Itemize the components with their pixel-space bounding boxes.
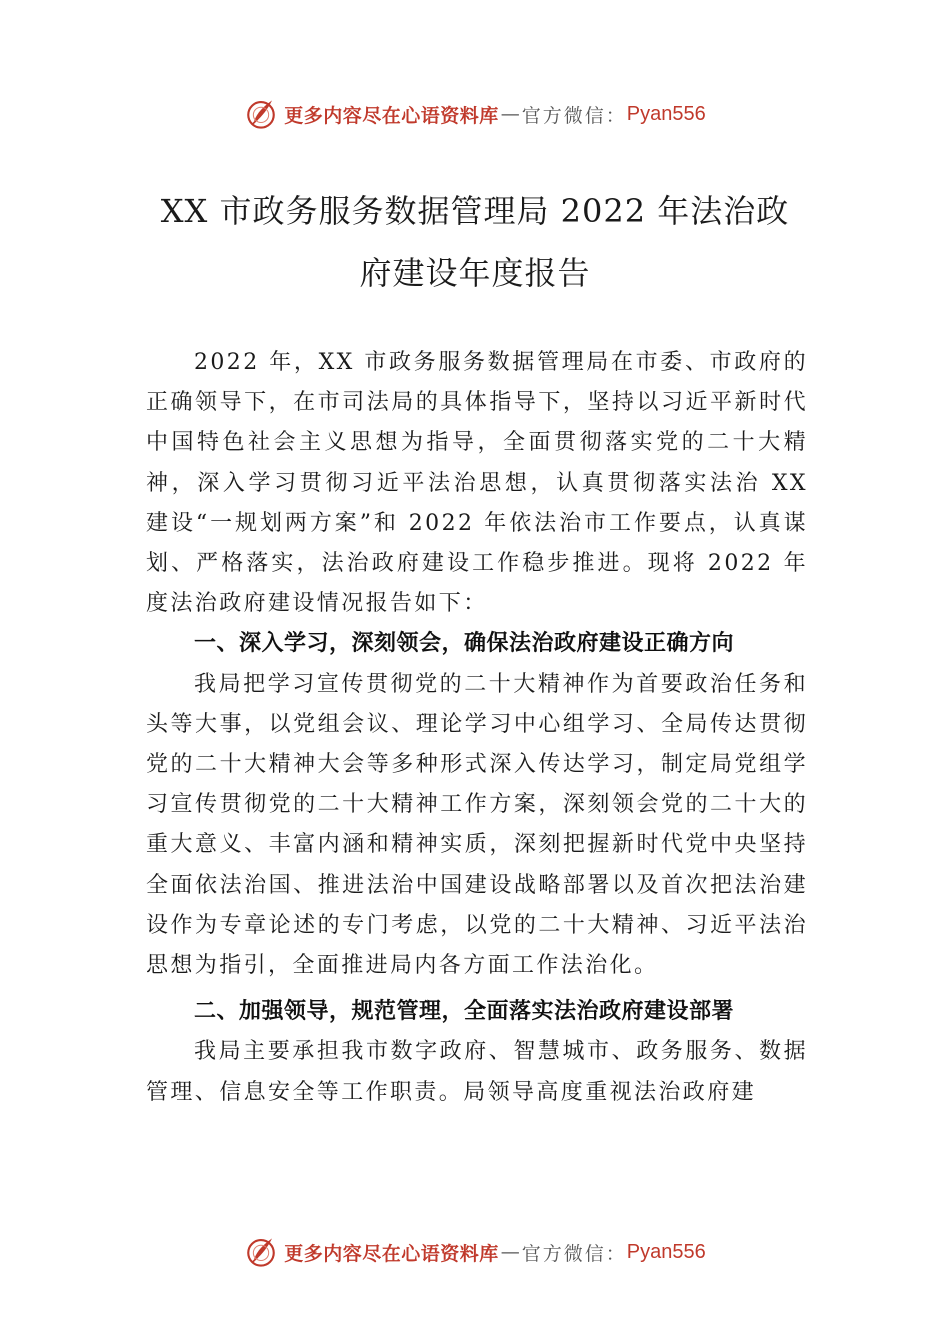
banner-site-text: 更多内容尽在心语资料库	[284, 1242, 499, 1265]
banner-dash: —	[500, 103, 520, 125]
document-body	[146, 343, 808, 1113]
section-1-paragraph: 我局把学习宣传贯彻党的二十大精神作为首要政治任务和头等大事，以党组会议、理论学习中心组学习、全局传达贯彻党的二十大精神大会等多种形式深入传达学习，制定局党组学习宣传贯彻党的二十大精神工作方案，深刻领会党的二十大的重大意义、丰富内涵和精神实质，深刻把握新时代党中央坚持全面依法治国、推进法治中国建设战略部署以及首次把法治建设作为专章论述的专门考虑，以党的二十大精神、习近平法治思想为指引，全面推进局内各方面工作法治化。	[146, 671, 808, 979]
banner-wechat-id: Pyan556	[626, 1240, 706, 1263]
watermark-banner-top	[0, 92, 950, 136]
banner-wechat-id: Pyan556	[626, 102, 706, 125]
section-2-heading: 二、加强领导，规范管理，全面落实法治政府建设部署	[194, 999, 735, 1025]
title-line-1: XX 市政务服务数据管理局 2022 年法治政	[160, 192, 790, 230]
quill-seal-icon	[244, 1235, 278, 1269]
title-line-2: 府建设年度报告	[359, 254, 591, 292]
document-title	[120, 180, 830, 304]
banner-wechat-label: 官方微信：	[521, 104, 627, 127]
section-1-heading: 一、深入学习，深刻领会，确保法治政府建设正确方向	[194, 631, 735, 657]
watermark-banner-bottom	[0, 1230, 950, 1274]
banner-wechat-label: 官方微信：	[521, 1242, 627, 1265]
banner-site-text: 更多内容尽在心语资料库	[284, 104, 499, 127]
intro-paragraph: 2022 年，XX 市政务服务数据管理局在市委、市政府的正确领导下，在市司法局的具体指导下，坚持以习近平新时代中国特色社会主义思想为指导，全面贯彻落实党的二十大精神，深入学习贯彻习近平法治思想，认真贯彻落实法治 XX 建设“一规划两方案”和 2022 年依法治市工作要点，认真谋划、严格落实，法治政府建设工作稳步推进。现将 2022 年度法治政府建设情况报告如下：	[146, 350, 808, 617]
banner-dash: —	[500, 1241, 520, 1263]
quill-seal-icon	[244, 97, 278, 131]
section-2-paragraph: 我局主要承担我市数字政府、智慧城市、政务服务、数据管理、信息安全等工作职责。局领导高度重视法治政府建	[146, 1039, 808, 1105]
